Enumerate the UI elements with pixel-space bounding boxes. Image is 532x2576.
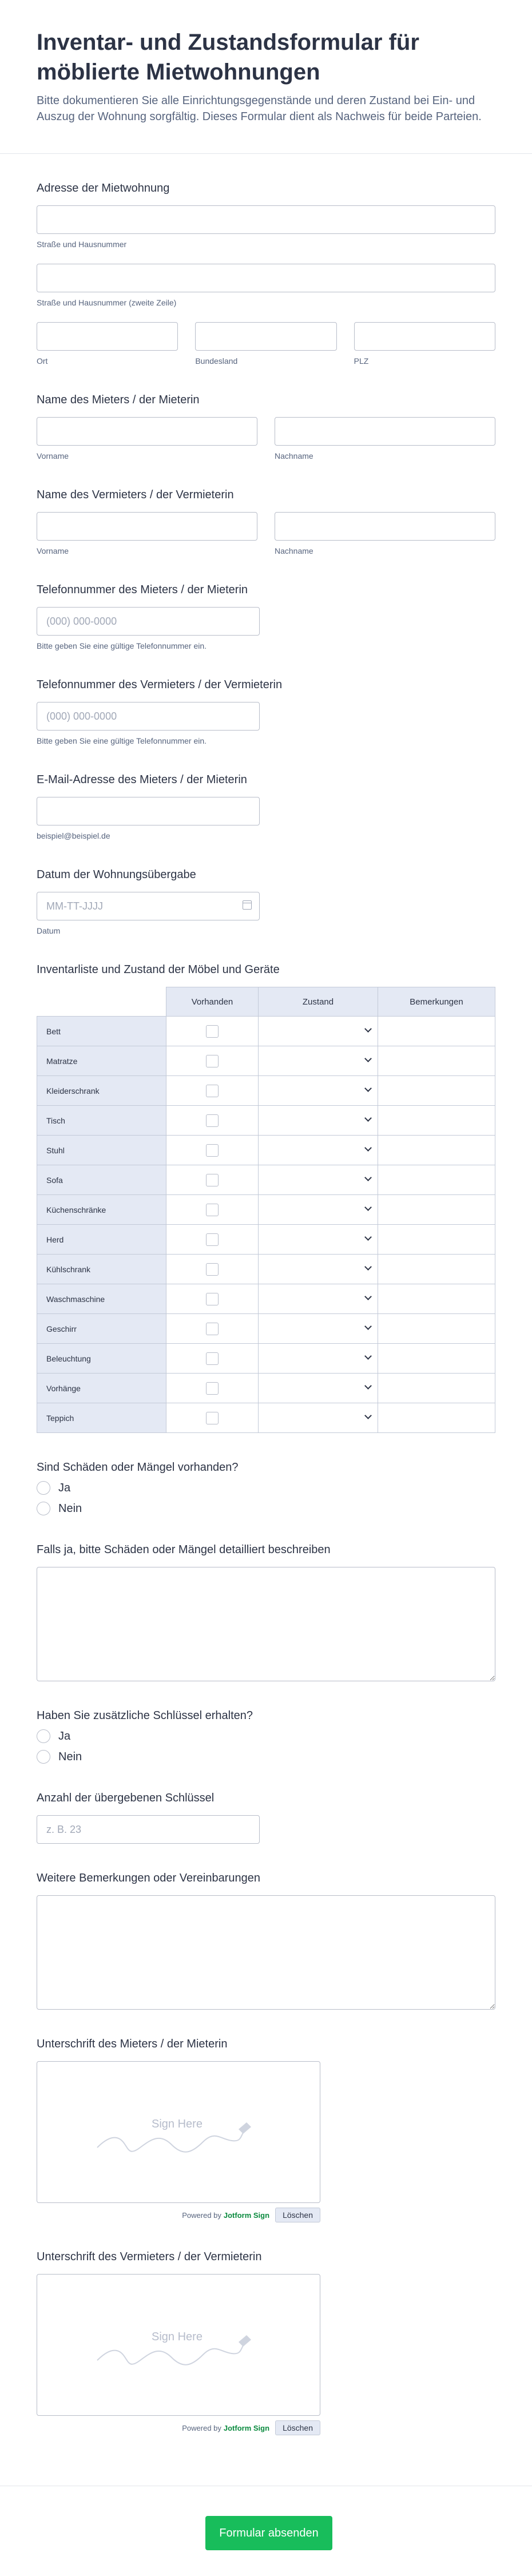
inventory-row — [37, 1344, 495, 1374]
address-label: Adresse der Mietwohnung — [37, 182, 170, 195]
form-content — [0, 181, 532, 2435]
present-checkbox[interactable] — [206, 1204, 219, 1216]
landlord-phone-input[interactable] — [37, 702, 260, 731]
inventory-item-label: Vorhänge — [37, 1374, 166, 1403]
date-field — [37, 892, 260, 920]
signature-doodle-icon — [37, 2062, 321, 2204]
remarks-cell-input[interactable] — [378, 1076, 495, 1106]
chevron-down-icon — [364, 1144, 372, 1152]
tenant-phone-question — [37, 583, 495, 650]
present-cell — [166, 1017, 259, 1046]
tenant-phone-input[interactable] — [37, 607, 260, 636]
remarks-cell-input[interactable] — [378, 1106, 495, 1136]
inventory-item-label: Beleuchtung — [37, 1344, 166, 1374]
street2-input[interactable] — [37, 264, 495, 292]
column-header: Vorhanden — [166, 987, 259, 1017]
inventory-row — [37, 1076, 495, 1106]
inventory-table — [37, 987, 495, 1433]
damages-option-no[interactable] — [37, 1502, 495, 1515]
remarks-cell-input[interactable] — [378, 1165, 495, 1195]
present-checkbox[interactable] — [206, 1293, 219, 1305]
tenant-signature-question — [37, 2037, 495, 2222]
column-header: Bemerkungen — [378, 987, 495, 1017]
damage-details-question — [37, 1543, 495, 1681]
inventory-row — [37, 1017, 495, 1046]
present-cell — [166, 1374, 259, 1403]
landlord-signature-label: Unterschrift des Vermieters / der Vermieterin — [37, 2250, 262, 2263]
tenant-phone-label: Telefonnummer des Mieters / der Mieterin — [37, 584, 248, 596]
remarks-question — [37, 1871, 495, 2010]
present-checkbox[interactable] — [206, 1055, 219, 1067]
inventory-row — [37, 1225, 495, 1255]
clear-signature-button[interactable]: Löschen — [275, 2208, 320, 2222]
email-hint: beispiel@beispiel.de — [37, 831, 110, 840]
remarks-cell-input[interactable] — [378, 1284, 495, 1314]
tenant-signature-pad[interactable] — [37, 2061, 320, 2203]
remarks-cell-input[interactable] — [378, 1255, 495, 1284]
tenant-first-name-input[interactable] — [37, 417, 257, 446]
condition-dropdown[interactable] — [259, 1046, 378, 1076]
landlord-phone-label: Telefonnummer des Vermieters / der Vermieterin — [37, 678, 283, 691]
sign-here-hint: Sign Here — [152, 2118, 203, 2130]
inventory-item-label: Stuhl — [37, 1136, 166, 1165]
landlord-last-name-sublabel: Nachname — [275, 546, 313, 555]
radio-button[interactable] — [37, 1481, 50, 1495]
chevron-down-icon — [364, 1055, 372, 1062]
condition-dropdown[interactable] — [259, 1314, 378, 1344]
landlord-signature-pad[interactable] — [37, 2274, 320, 2416]
chevron-down-icon — [364, 1293, 372, 1300]
condition-dropdown[interactable] — [259, 1017, 378, 1046]
column-header: Zustand — [259, 987, 378, 1017]
remarks-cell-input[interactable] — [378, 1344, 495, 1374]
street-sublabel: Straße und Hausnummer — [37, 240, 127, 249]
present-checkbox[interactable] — [206, 1114, 219, 1127]
landlord-name-row — [37, 512, 495, 555]
inventory-item-label: Tisch — [37, 1106, 166, 1136]
present-checkbox[interactable] — [206, 1144, 219, 1157]
present-checkbox[interactable] — [206, 1352, 219, 1365]
landlord-name-question — [37, 488, 495, 555]
city-sublabel: Ort — [37, 356, 48, 366]
chevron-down-icon — [364, 1352, 372, 1360]
option-label: Nein — [58, 1502, 82, 1515]
present-cell — [166, 1195, 259, 1225]
landlord-first-name-input[interactable] — [37, 512, 257, 541]
address-question — [37, 181, 495, 366]
city-input[interactable] — [37, 322, 178, 351]
extra-keys-option-no[interactable] — [37, 1750, 495, 1764]
present-checkbox[interactable] — [206, 1263, 219, 1276]
condition-dropdown[interactable] — [259, 1255, 378, 1284]
jotform-sign-brand: Jotform Sign — [223, 2210, 270, 2220]
remarks-cell-input[interactable] — [378, 1314, 495, 1344]
inventory-item-label: Bett — [37, 1017, 166, 1046]
key-count-question — [37, 1791, 495, 1844]
radio-button[interactable] — [37, 1729, 50, 1743]
extra-keys-label: Haben Sie zusätzliche Schlüssel erhalten? — [37, 1709, 253, 1722]
form-header — [0, 0, 532, 154]
inventory-row — [37, 1314, 495, 1344]
inventory-row — [37, 1374, 495, 1403]
inventory-item-label: Küchenschränke — [37, 1195, 166, 1225]
option-label: Ja — [58, 1481, 71, 1494]
inventory-row — [37, 1284, 495, 1314]
present-checkbox[interactable] — [206, 1025, 219, 1038]
remarks-textarea[interactable] — [37, 1895, 495, 2010]
present-checkbox[interactable] — [206, 1412, 219, 1424]
inventory-item-label: Geschirr — [37, 1314, 166, 1344]
address-row — [37, 322, 495, 366]
form-description: Bitte dokumentieren Sie alle Einrichtungsgegenstände und deren Zustand bei Ein- und Auszug der Wohnung sorgfältig. Dieses Formular dient als Nachweis für beide Parteien. — [37, 94, 482, 123]
condition-dropdown[interactable] — [259, 1136, 378, 1165]
submit-button[interactable]: Formular absenden — [205, 2516, 332, 2550]
radio-button[interactable] — [37, 1750, 50, 1764]
condition-dropdown[interactable] — [259, 1195, 378, 1225]
condition-dropdown[interactable] — [259, 1374, 378, 1403]
inventory-header-row — [37, 987, 495, 1017]
present-checkbox[interactable] — [206, 1382, 219, 1395]
landlord-signature-question — [37, 2250, 495, 2435]
present-cell — [166, 1046, 259, 1076]
remarks-cell-input[interactable] — [378, 1195, 495, 1225]
signature-footer — [37, 2420, 320, 2435]
chevron-down-icon — [364, 1204, 372, 1211]
signature-wrapper — [37, 2274, 320, 2435]
present-checkbox[interactable] — [206, 1085, 219, 1097]
key-count-input[interactable] — [37, 1815, 260, 1844]
zip-input[interactable] — [354, 322, 495, 351]
damages-option-yes[interactable] — [37, 1481, 495, 1495]
chevron-down-icon — [364, 1412, 372, 1419]
inventory-corner — [37, 987, 166, 1017]
chevron-down-icon — [364, 1114, 372, 1122]
state-input[interactable] — [195, 322, 336, 351]
inventory-item-label: Kühlschrank — [37, 1255, 166, 1284]
damages-label: Sind Schäden oder Mängel vorhanden? — [37, 1461, 239, 1474]
present-cell — [166, 1314, 259, 1344]
chevron-down-icon — [364, 1323, 372, 1330]
key-count-label: Anzahl der übergebenen Schlüssel — [37, 1792, 215, 1804]
present-checkbox[interactable] — [206, 1174, 219, 1186]
inventory-row — [37, 1165, 495, 1195]
present-checkbox[interactable] — [206, 1233, 219, 1246]
landlord-first-name-sublabel: Vorname — [37, 546, 69, 555]
extra-keys-option-yes[interactable] — [37, 1729, 495, 1743]
inventory-item-label: Waschmaschine — [37, 1284, 166, 1314]
chevron-down-icon — [364, 1085, 372, 1092]
tenant-name-row — [37, 417, 495, 461]
tenant-name-label: Name des Mieters / der Mieterin — [37, 394, 200, 406]
handover-date-hint: Datum — [37, 926, 61, 935]
form-title: Inventar- und Zustandsformular für möblierte Mietwohnungen — [37, 30, 419, 85]
remarks-cell-input[interactable] — [378, 1017, 495, 1046]
radio-button[interactable] — [37, 1502, 50, 1515]
present-cell — [166, 1136, 259, 1165]
inventory-row — [37, 1403, 495, 1433]
signature-doodle-icon — [37, 2275, 321, 2416]
extra-keys-question — [37, 1709, 495, 1764]
inventory-row — [37, 1255, 495, 1284]
signature-footer — [37, 2208, 320, 2222]
inventory-row — [37, 1106, 495, 1136]
damage-details-label: Falls ja, bitte Schäden oder Mängel detailliert beschreiben — [37, 1543, 331, 1556]
remarks-cell-input[interactable] — [378, 1225, 495, 1255]
tenant-phone-hint: Bitte geben Sie eine gültige Telefonnummer ein. — [37, 641, 207, 650]
remarks-cell-input[interactable] — [378, 1046, 495, 1076]
remarks-cell-input[interactable] — [378, 1403, 495, 1433]
inventory-body — [37, 1017, 495, 1433]
landlord-phone-question — [37, 678, 495, 745]
present-cell — [166, 1225, 259, 1255]
handover-date-label: Datum der Wohnungsübergabe — [37, 868, 196, 881]
email-question — [37, 773, 495, 840]
chevron-down-icon — [364, 1025, 372, 1033]
condition-dropdown[interactable] — [259, 1225, 378, 1255]
sign-here-hint: Sign Here — [152, 2331, 203, 2343]
email-label: E-Mail-Adresse des Mieters / der Mieterin — [37, 773, 247, 786]
handover-date-input[interactable] — [37, 892, 260, 920]
handover-date-question — [37, 868, 495, 935]
tenant-first-name-sublabel: Vorname — [37, 451, 69, 461]
calendar-icon[interactable] — [243, 900, 252, 910]
landlord-last-name-input[interactable] — [275, 512, 495, 541]
landlord-phone-hint: Bitte geben Sie eine gültige Telefonnummer ein. — [37, 736, 207, 745]
option-label: Ja — [58, 1729, 71, 1743]
inventory-item-label: Matratze — [37, 1046, 166, 1076]
state-sublabel: Bundesland — [195, 356, 238, 366]
damages-question — [37, 1460, 495, 1515]
signature-wrapper — [37, 2061, 320, 2222]
inventory-item-label: Herd — [37, 1225, 166, 1255]
street-input[interactable] — [37, 205, 495, 234]
tenant-last-name-input[interactable] — [275, 417, 495, 446]
present-cell — [166, 1284, 259, 1314]
condition-dropdown[interactable] — [259, 1106, 378, 1136]
powered-by-text: Powered by — [182, 2423, 221, 2432]
condition-dropdown[interactable] — [259, 1165, 378, 1195]
chevron-down-icon — [364, 1174, 372, 1181]
inventory-item-label: Teppich — [37, 1403, 166, 1433]
powered-by-text: Powered by — [182, 2210, 221, 2220]
tenant-signature-label: Unterschrift des Mieters / der Mieterin — [37, 2038, 228, 2050]
present-cell — [166, 1403, 259, 1433]
chevron-down-icon — [364, 1233, 372, 1241]
inventory-item-label: Sofa — [37, 1165, 166, 1195]
clear-signature-button[interactable]: Löschen — [275, 2420, 320, 2435]
inventory-item-label: Kleiderschrank — [37, 1076, 166, 1106]
present-cell — [166, 1165, 259, 1195]
present-cell — [166, 1344, 259, 1374]
remarks-cell-input[interactable] — [378, 1374, 495, 1403]
damage-details-textarea[interactable] — [37, 1567, 495, 1681]
landlord-name-label: Name des Vermieters / der Vermieterin — [37, 489, 234, 501]
zip-sublabel: PLZ — [354, 356, 369, 366]
email-input[interactable] — [37, 797, 260, 825]
present-checkbox[interactable] — [206, 1323, 219, 1335]
remarks-label: Weitere Bemerkungen oder Vereinbarungen — [37, 1872, 260, 1884]
chevron-down-icon — [364, 1263, 372, 1271]
inventory-question — [37, 963, 495, 1433]
condition-dropdown[interactable] — [259, 1344, 378, 1374]
condition-dropdown[interactable] — [259, 1076, 378, 1106]
inventory-row — [37, 1136, 495, 1165]
inventory-row — [37, 1046, 495, 1076]
inventory-row — [37, 1195, 495, 1225]
street2-sublabel: Straße und Hausnummer (zweite Zeile) — [37, 298, 177, 307]
tenant-name-question — [37, 393, 495, 461]
present-cell — [166, 1106, 259, 1136]
option-label: Nein — [58, 1750, 82, 1763]
remarks-cell-input[interactable] — [378, 1136, 495, 1165]
chevron-down-icon — [364, 1382, 372, 1390]
inventory-label: Inventarliste und Zustand der Möbel und Geräte — [37, 963, 280, 976]
present-cell — [166, 1076, 259, 1106]
condition-dropdown[interactable] — [259, 1284, 378, 1314]
condition-dropdown[interactable] — [259, 1403, 378, 1433]
jotform-sign-brand: Jotform Sign — [223, 2423, 270, 2432]
tenant-last-name-sublabel: Nachname — [275, 451, 313, 461]
present-cell — [166, 1255, 259, 1284]
